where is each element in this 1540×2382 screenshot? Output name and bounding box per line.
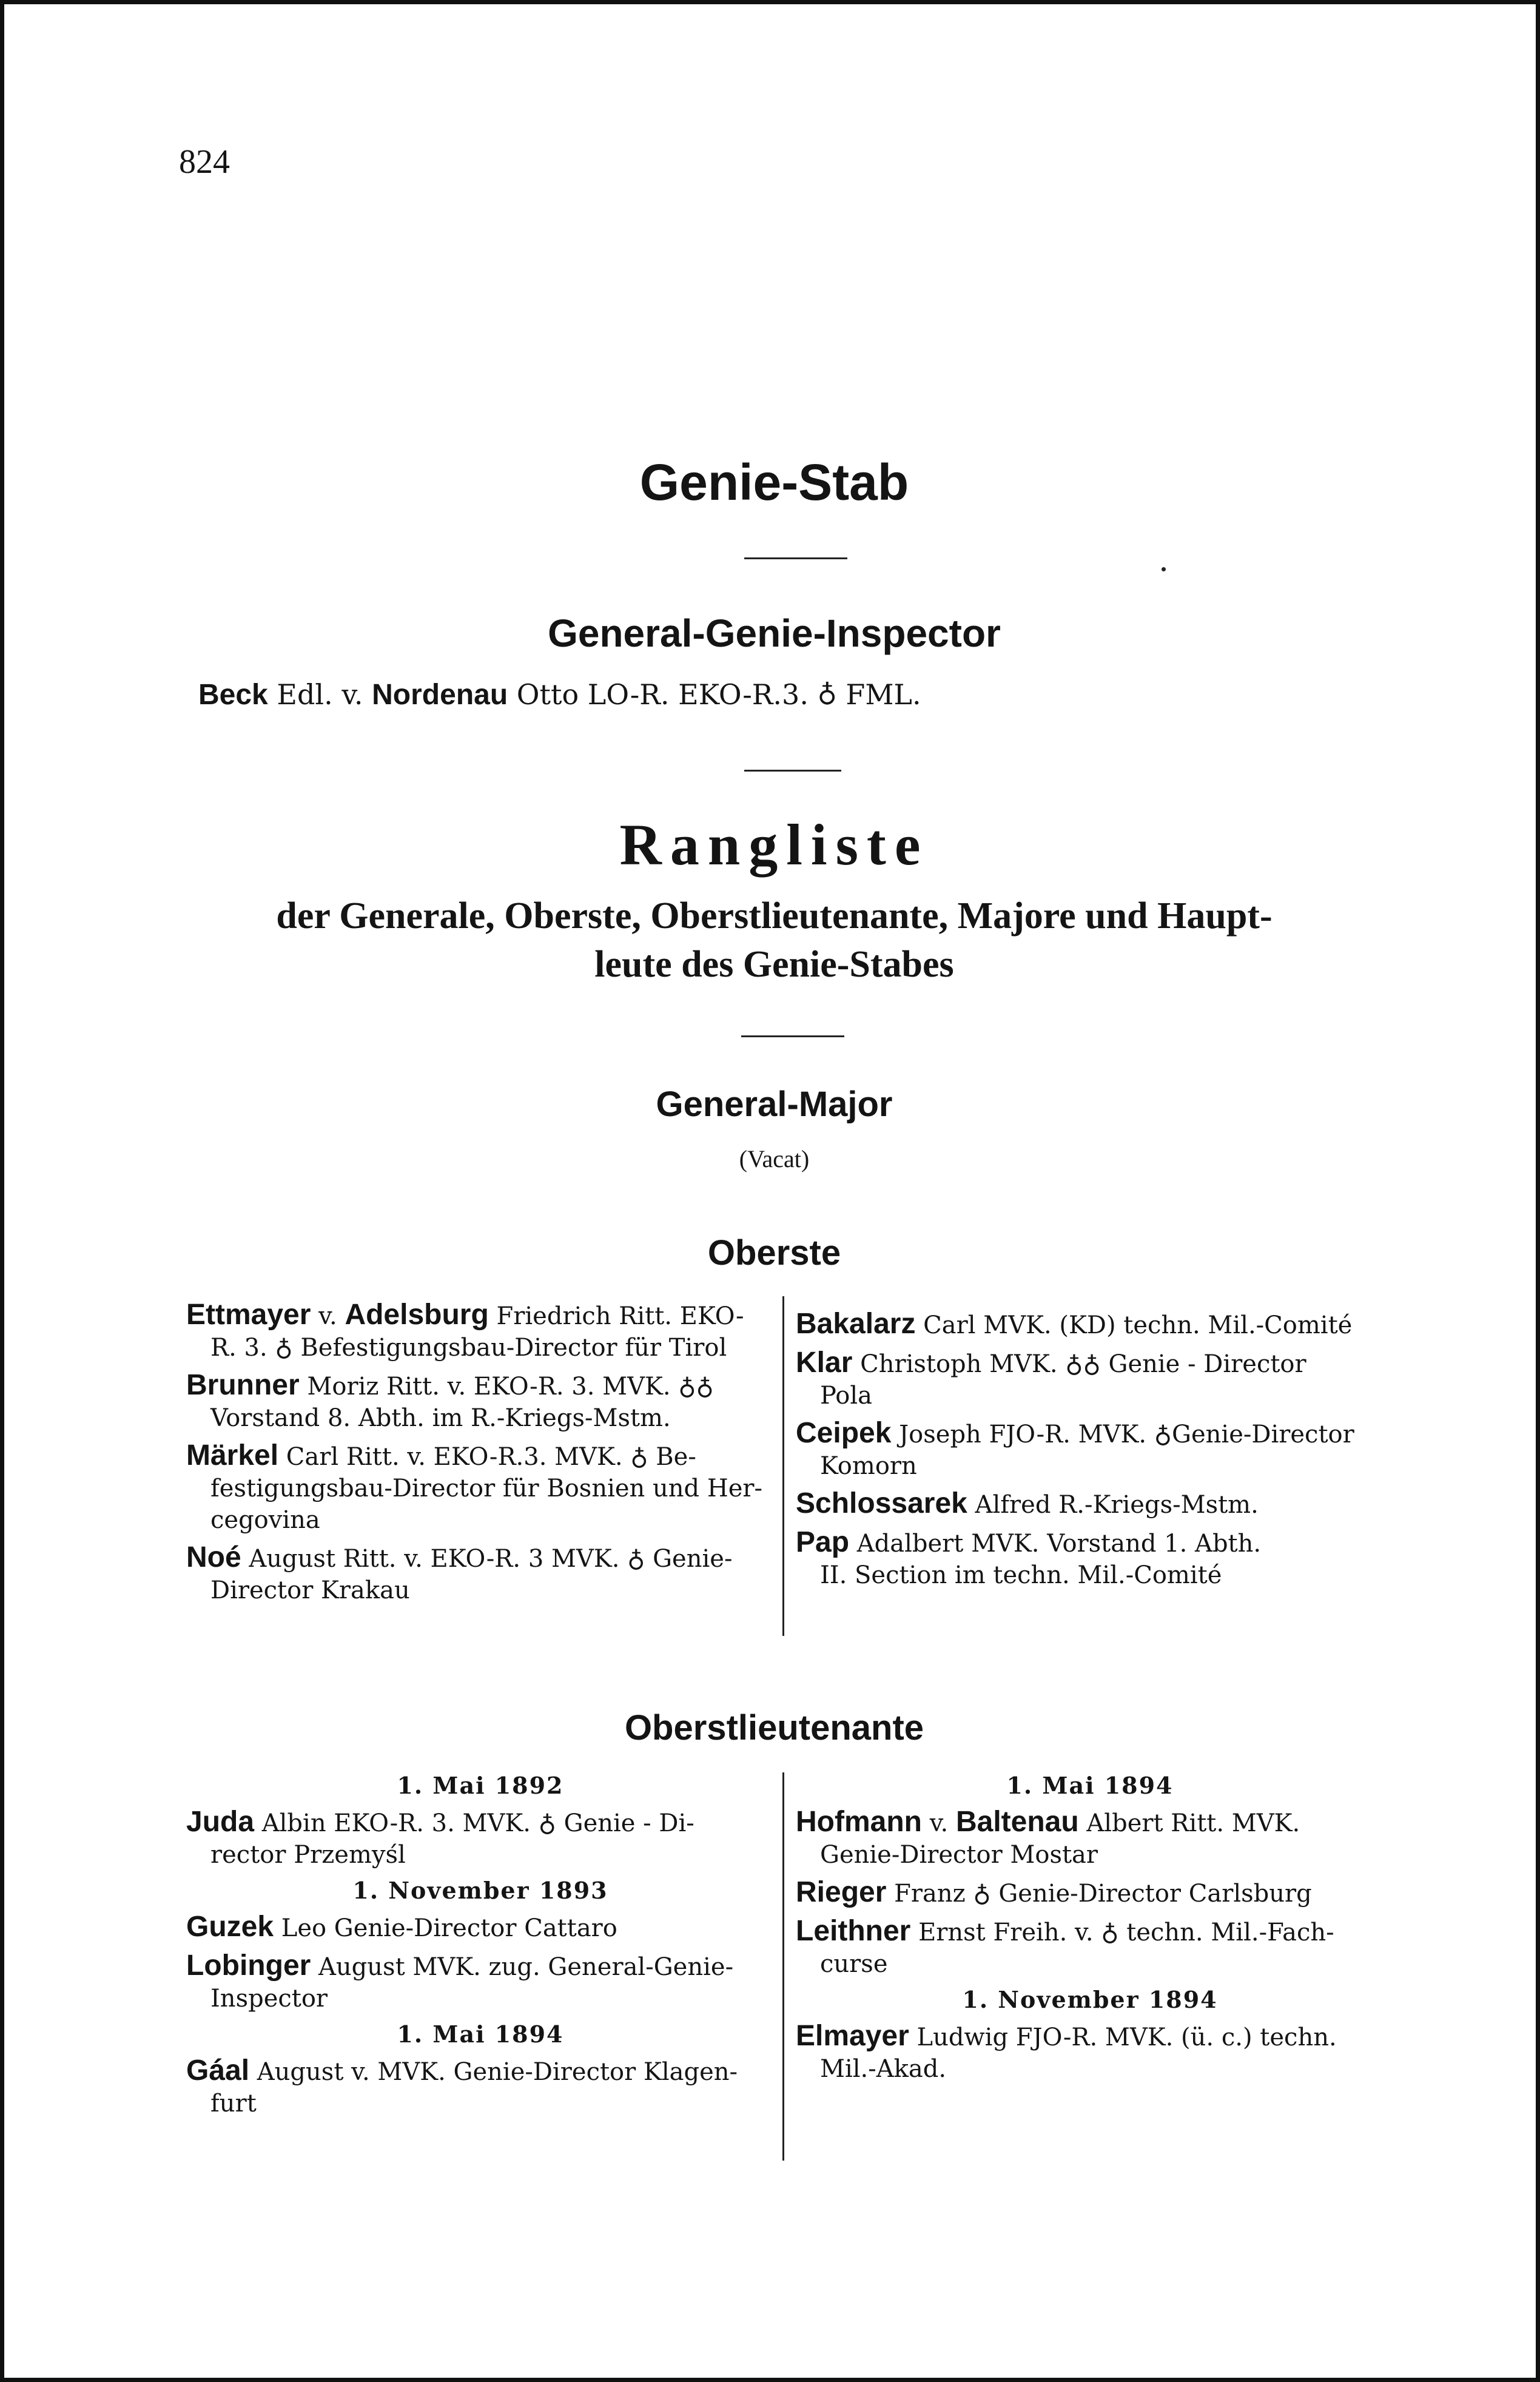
officer-surname: Pap [796,1526,850,1558]
officer-details: v. [921,1809,956,1837]
officer-continuation: R. 3. ♁ Befestigungsbau-Director für Tirol [210,1334,727,1362]
stray-dot [1162,567,1166,571]
officer-continuation: festigungsbau-Director für Bosnien und Her- [210,1475,763,1502]
oberste-title: Oberste [707,1233,841,1273]
main-heading: Genie-Stab [639,454,909,511]
officer-details: v. [311,1302,345,1330]
officer-continuation: Mil.-Akad. [820,2055,947,2083]
officer-continuation: curse [820,1950,888,1978]
general-major-note: (Vacat) [739,1145,810,1172]
officer-entry [186,1370,775,1434]
date-heading: 1. Mai 1894 [1006,1772,1174,1799]
divider [744,770,841,772]
officer-surname: Juda [186,1806,255,1838]
column-divider [782,1296,784,1636]
inspector-surname: Beck [198,679,268,711]
officer-details: Christoph MVK. ♁♁ Genie - Director [852,1350,1306,1378]
rangliste-subtitle-2: leute des Genie-Stabes [594,944,954,985]
officer-details-2: Albert Ritt. MVK. [1078,1809,1300,1837]
officer-details: Carl Ritt. v. EKO-R.3. MVK. ♁ Be- [278,1443,696,1471]
officer-surname: Brunner [186,1369,300,1401]
general-major-title: General-Major [656,1085,893,1124]
officer-continuation: Komorn [820,1452,917,1480]
officer-surname: Guzek [186,1911,274,1943]
inspector-details: Otto LO-R. EKO-R.3. [508,678,818,711]
officer-entry [186,1950,775,2014]
inspector-title: General-Genie-Inspector [548,611,1001,655]
officer-details: Leo Genie-Director Cattaro [274,1914,617,1942]
rangliste-subtitle-1: der Generale, Oberste, Oberstlieutenante, Majore und Haupt- [276,895,1273,937]
inspector-mid: Edl. v. [267,678,372,711]
divider [744,557,847,559]
oberste-left-column [186,1299,775,1612]
officer-continuation: Pola [820,1382,873,1410]
officer-surname-2: Adelsburg [345,1299,489,1331]
officer-entry [796,1347,1384,1411]
officer-entry [796,1418,1384,1482]
oberstlieutenante-left-column [186,1769,775,2125]
officer-details: Adalbert MVK. Vorstand 1. Abth. [849,1530,1262,1558]
officer-entry [186,2055,775,2119]
officer-surname: Schlossarek [796,1487,967,1519]
officer-continuation: Genie-Director Mostar [820,1841,1098,1869]
officer-continuation: Inspector [210,1985,328,2013]
officer-entry [186,1911,775,1944]
rangliste-title: Rangliste [619,812,929,877]
date-heading: 1. Mai 1894 [397,2020,564,2048]
officer-details: August v. MVK. Genie-Director Klagen- [249,2058,738,2086]
column-divider [782,1772,784,2161]
inspector-surname2: Nordenau [372,679,508,711]
officer-surname: Bakalarz [796,1308,916,1340]
officer-details: Carl MVK. (KD) techn. Mil.-Comité [915,1311,1353,1339]
oberste-right-column [796,1308,1384,1597]
officer-continuation: II. Section im techn. Mil.-Comité [820,1561,1222,1589]
officer-details: Albin EKO-R. 3. MVK. ♁ Genie - Di- [254,1809,694,1837]
officer-details: August Ritt. v. EKO-R. 3 MVK. ♁ Genie- [241,1545,733,1573]
officer-entry [796,1916,1384,1980]
officer-continuation: Vorstand 8. Abth. im R.-Kriegs-Mstm. [210,1404,671,1432]
officer-surname-2: Baltenau [955,1806,1079,1838]
officer-details: Joseph FJO-R. MVK. ♁Genie-Director [891,1421,1354,1448]
page-number: 824 [179,143,230,181]
officer-details: Franz ♁ Genie-Director Carlsburg [886,1880,1312,1908]
officer-entry [796,1527,1384,1591]
inspector-rank: FML. [836,678,921,711]
officer-continuation-2: cegovina [210,1506,320,1534]
officer-surname: Noé [186,1541,241,1573]
officer-details: Alfred R.-Kriegs-Mstm. [967,1491,1259,1519]
officer-continuation: rector Przemyśl [210,1841,406,1869]
date-heading: 1. November 1893 [352,1877,608,1904]
officer-entry [186,1542,775,1606]
officer-details: Ernst Freih. v. ♁ techn. Mil.-Fach- [910,1919,1334,1946]
officer-details: August MVK. zug. General-Genie- [311,1953,734,1981]
officer-surname: Ceipek [796,1417,892,1449]
officer-surname: Märkel [186,1439,279,1472]
officer-entry [796,1488,1384,1521]
officer-surname: Gáal [186,2054,250,2087]
officer-entry [796,1877,1384,1909]
officer-entry [796,1308,1384,1341]
officer-continuation: furt [210,2090,257,2118]
officer-entry [796,2020,1384,2085]
officer-entry [796,1806,1384,1871]
officer-surname: Ettmayer [186,1299,311,1331]
officer-continuation: Director Krakau [210,1576,410,1604]
order-symbol-icon: ♁ [817,680,837,711]
officer-details-2: Friedrich Ritt. EKO- [488,1302,744,1330]
officer-surname: Hofmann [796,1806,922,1838]
inspector-entry [198,678,921,713]
officer-entry [186,1440,775,1536]
officer-surname: Leithner [796,1915,911,1947]
officer-surname: Klar [796,1347,853,1379]
date-heading: 1. November 1894 [962,1986,1218,2013]
officer-details: Moriz Ritt. v. EKO-R. 3. MVK. ♁♁ [299,1373,714,1401]
officer-entry [186,1299,775,1364]
officer-surname: Rieger [796,1876,887,1908]
officer-details: Ludwig FJO-R. MVK. (ü. c.) techn. [909,2024,1337,2051]
officer-surname: Elmayer [796,2020,909,2052]
officer-surname: Lobinger [186,1950,311,1982]
date-heading: 1. Mai 1892 [397,1772,564,1799]
officer-entry [186,1806,775,1871]
oberstlieutenante-right-column [796,1769,1384,2091]
oberstlieutenante-title: Oberstlieutenante [624,1708,924,1748]
divider [741,1035,844,1037]
